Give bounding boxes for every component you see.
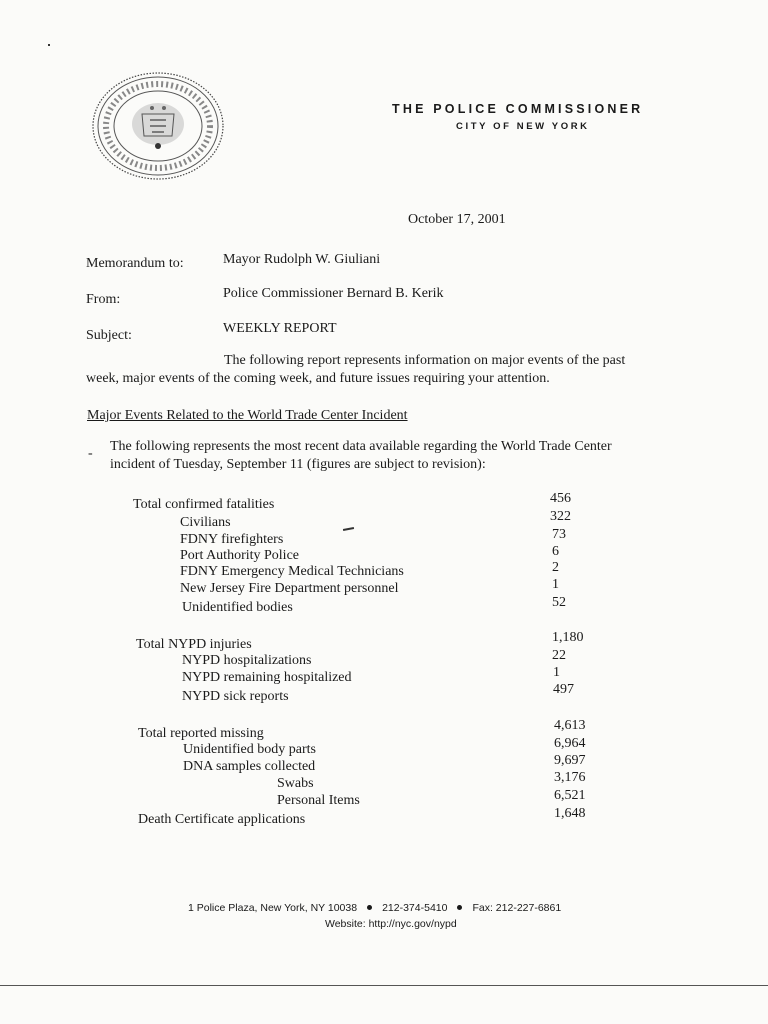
bullet-dot-icon bbox=[367, 905, 372, 910]
stat-label-port-authority: Port Authority Police bbox=[180, 548, 299, 563]
footer-website: Website: http://nyc.gov/nypd bbox=[325, 918, 457, 930]
footer-fax: Fax: 212-227-6861 bbox=[472, 902, 562, 914]
section-heading: Major Events Related to the World Trade Center Incident bbox=[87, 408, 408, 423]
intro-paragraph bbox=[86, 352, 686, 388]
intro-line-2: week, major events of the coming week, and future issues requiring your attention. bbox=[86, 371, 550, 386]
memo-to-value: Mayor Rudolph W. Giuliani bbox=[223, 252, 381, 267]
stat-label-personal-items: Personal Items bbox=[277, 793, 360, 808]
pen-mark bbox=[343, 527, 354, 531]
stat-label-total-fatalities: Total confirmed fatalities bbox=[133, 497, 275, 512]
stat-value-missing: 4,613 bbox=[554, 718, 586, 733]
letterhead-title: THE POLICE COMMISSIONER bbox=[392, 102, 644, 116]
scan-speck bbox=[48, 44, 50, 46]
stat-value-nypd-remaining: 1 bbox=[553, 665, 560, 680]
memo-subject-value: WEEKLY REPORT bbox=[223, 321, 337, 336]
stat-value-death-certificates: 1,648 bbox=[554, 806, 586, 821]
memo-date: October 17, 2001 bbox=[408, 212, 506, 227]
footer-address: 1 Police Plaza, New York, NY 10038 bbox=[188, 902, 358, 914]
stat-label-fdny-emt: FDNY Emergency Medical Technicians bbox=[180, 564, 404, 579]
stat-label-civilians: Civilians bbox=[180, 515, 231, 530]
bullet-dot-icon bbox=[457, 905, 462, 910]
stat-value-swabs: 3,176 bbox=[554, 770, 586, 785]
memo-to-label: Memorandum to: bbox=[86, 256, 184, 271]
stat-value-fdny-emt: 2 bbox=[552, 560, 559, 575]
memo-subject-label: Subject: bbox=[86, 328, 132, 343]
stat-value-nypd-hospitalizations: 22 bbox=[552, 648, 566, 663]
stat-value-personal-items: 6,521 bbox=[554, 788, 586, 803]
stat-value-nypd-injuries: 1,180 bbox=[552, 630, 584, 645]
stat-label-nypd-sick: NYPD sick reports bbox=[182, 689, 289, 704]
stat-value-fdny-firefighters: 73 bbox=[552, 527, 566, 542]
footer-contact bbox=[188, 902, 561, 914]
stat-label-death-certificates: Death Certificate applications bbox=[138, 812, 306, 827]
stat-value-port-authority: 6 bbox=[552, 544, 559, 559]
scan-edge-line bbox=[0, 985, 768, 986]
memo-from-value: Police Commissioner Bernard B. Kerik bbox=[223, 286, 444, 301]
stat-value-unidentified-bodies: 52 bbox=[552, 595, 566, 610]
stat-label-unidentified-bodies: Unidentified bodies bbox=[182, 600, 293, 615]
stat-value-total-fatalities: 456 bbox=[550, 491, 571, 506]
bullet-dash: - bbox=[88, 446, 93, 461]
footer-phone: 212-374-5410 bbox=[382, 902, 448, 914]
stat-label-missing: Total reported missing bbox=[138, 726, 264, 741]
intro-line-1: The following report represents information on major events of the past bbox=[224, 353, 626, 368]
bullet-line-1: The following represents the most recent data available regarding the World Trade Center bbox=[110, 439, 612, 454]
stat-value-nj-fire: 1 bbox=[552, 577, 559, 592]
bullet-line-2: incident of Tuesday, September 11 (figures are subject to revision): bbox=[110, 457, 486, 472]
stat-label-nypd-injuries: Total NYPD injuries bbox=[136, 637, 252, 652]
stat-value-body-parts: 6,964 bbox=[554, 736, 586, 751]
stat-label-body-parts: Unidentified body parts bbox=[183, 742, 316, 757]
police-department-seal bbox=[90, 70, 226, 182]
stat-label-nj-fire: New Jersey Fire Department personnel bbox=[180, 581, 399, 596]
stat-label-swabs: Swabs bbox=[277, 776, 314, 791]
stat-label-dna-samples: DNA samples collected bbox=[183, 759, 316, 774]
stat-value-nypd-sick: 497 bbox=[553, 682, 574, 697]
bullet-text bbox=[110, 438, 612, 474]
letterhead-subtitle: CITY OF NEW YORK bbox=[456, 121, 590, 132]
stat-value-dna-samples: 9,697 bbox=[554, 753, 586, 768]
stat-value-civilians: 322 bbox=[550, 509, 571, 524]
stat-label-nypd-remaining: NYPD remaining hospitalized bbox=[182, 670, 352, 685]
stat-label-nypd-hospitalizations: NYPD hospitalizations bbox=[182, 653, 312, 668]
stat-label-fdny-firefighters: FDNY firefighters bbox=[180, 532, 284, 547]
memo-from-label: From: bbox=[86, 292, 121, 307]
